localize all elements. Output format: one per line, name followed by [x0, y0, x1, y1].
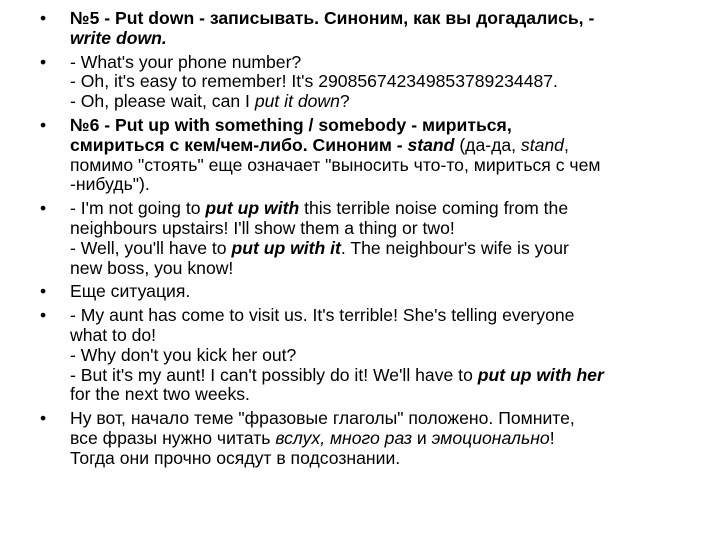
text-run: , — [563, 134, 569, 155]
text-run: - My aunt has come to visit us. It's terrible! She's telling everyone — [70, 305, 575, 326]
text-run: what to do! — [70, 324, 157, 345]
text-run: -нибудь"). — [70, 174, 150, 195]
text-run: смириться с кем/чем-либо. Синоним - — [70, 134, 408, 155]
bullet-list — [40, 9, 700, 473]
text-run: stand — [520, 134, 564, 155]
text-run: и — [412, 427, 432, 448]
text-run: - Oh, please wait, can I — [70, 91, 255, 112]
text-line — [70, 385, 700, 405]
text-line — [70, 409, 700, 429]
text-line — [70, 366, 700, 386]
text-line — [70, 29, 700, 49]
bullet-item — [40, 116, 700, 195]
text-run: - What's your phone number? — [70, 51, 302, 72]
text-run: - Well, you'll have to — [70, 237, 232, 258]
bullet-item — [40, 199, 700, 278]
text-line — [70, 306, 700, 326]
text-run: - But it's my aunt! I can't possibly do it! We'll have to — [70, 364, 478, 385]
text-run: new boss, you know! — [70, 257, 234, 278]
text-run: put up with her — [477, 364, 604, 385]
text-run: - I'm not going to — [70, 198, 206, 219]
text-run: - Oh, it's easy to remember! It's 290856742349853789234487. — [70, 71, 558, 92]
text-line — [70, 53, 700, 73]
bullet-item — [40, 282, 700, 302]
text-run: №6 - Put up with something / somebody - мириться, — [70, 114, 512, 135]
text-run: . The neighbour's wife is your — [340, 237, 569, 258]
text-run: put it down — [254, 91, 340, 112]
text-line — [70, 199, 700, 219]
bullet-marker: • — [40, 305, 47, 326]
text-line — [70, 259, 700, 279]
text-run: this terrible noise coming from the — [299, 198, 569, 219]
text-line — [70, 156, 700, 176]
text-line — [70, 9, 700, 29]
text-run: put up with it — [231, 237, 341, 258]
text-line — [70, 136, 700, 156]
bullet-marker: • — [40, 198, 47, 219]
text-line — [70, 92, 700, 112]
bullet-marker: • — [40, 114, 47, 135]
text-run: stand — [407, 134, 455, 155]
text-run: ! — [549, 427, 555, 448]
text-run: write down. — [70, 27, 167, 48]
text-run: put up with — [205, 198, 300, 219]
text-run: Ну вот, начало теме "фразовые глаголы" положено. Помните, — [70, 408, 575, 429]
bullet-marker: • — [40, 8, 47, 28]
bullet-marker: • — [40, 408, 47, 429]
bullet-item — [40, 53, 700, 112]
text-line — [70, 239, 700, 259]
text-run: for the next two weeks. — [70, 384, 250, 405]
text-line — [70, 449, 700, 469]
text-line — [70, 326, 700, 346]
bullet-item — [40, 409, 700, 468]
text-run: (да-да, — [454, 134, 521, 155]
text-run: ? — [339, 91, 350, 112]
text-run: - Why don't you kick her out? — [70, 344, 297, 365]
text-line — [70, 72, 700, 92]
text-line — [70, 219, 700, 239]
text-run: все фразы нужно читать — [70, 427, 276, 448]
bullet-item — [40, 306, 700, 405]
text-run: вслух, много раз — [275, 427, 413, 448]
text-run: эмоционально — [431, 427, 550, 448]
text-run: помимо "стоять" еще означает "выносить что-то, мириться с чем — [70, 154, 601, 175]
text-run: neighbours upstairs! I'll show them a thing or two! — [70, 217, 455, 238]
text-run: Тогда они прочно осядут в подсознании. — [70, 447, 401, 468]
text-line — [70, 346, 700, 366]
text-line — [70, 116, 700, 136]
text-run: №5 - Put down - записывать. Синоним, как вы догадались, - — [70, 8, 595, 28]
text-run: Еще ситуация. — [70, 281, 191, 302]
bullet-marker: • — [40, 51, 47, 72]
text-line — [70, 282, 700, 302]
text-line — [70, 175, 700, 195]
bullet-item — [40, 9, 700, 49]
text-line — [70, 429, 700, 449]
bullet-marker: • — [40, 281, 47, 302]
